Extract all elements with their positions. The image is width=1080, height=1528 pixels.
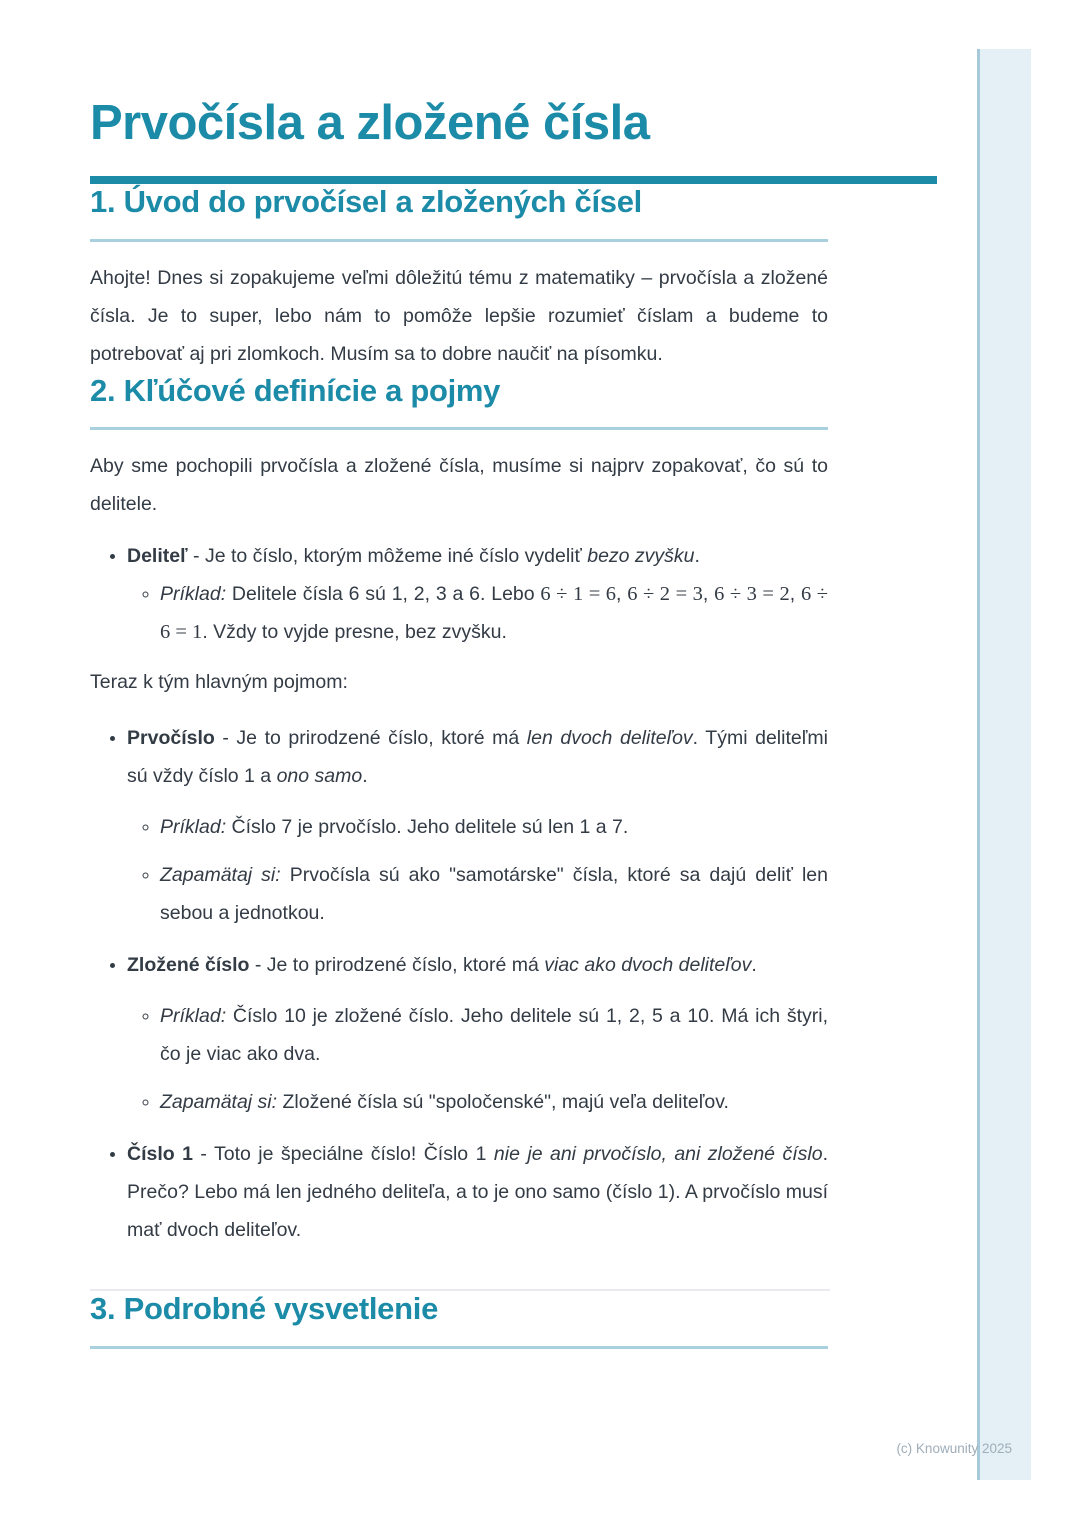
- text-segment: Ahojte! Dnes si zopakujeme veľmi dôležitú tému z matematiky – prvočísla a zložené čísla. Je to super, lebo nám to pomôže lepšie rozumieť číslam a budeme to potrebovať aj pri zlomkoch. Musím sa to dobre naučiť na písomku.: [90, 266, 828, 365]
- text-segment: Príklad:: [160, 583, 227, 606]
- text-segment: Číslo 1: [127, 1143, 193, 1166]
- section-heading-2: 2. Kľúčové definície a pojmy: [90, 372, 501, 408]
- text-segment: ono samo: [276, 765, 363, 788]
- list-item: [127, 946, 828, 1121]
- text-segment: 6 ÷ 3 = 2: [714, 583, 790, 606]
- text-segment: .: [694, 545, 700, 568]
- text-segment: Zložené číslo: [127, 954, 250, 977]
- text-segment: ,: [789, 583, 801, 606]
- sub-list-item: [160, 856, 828, 932]
- text-segment: . Prečo? Lebo má len jedného deliteľa, a to je ono samo (číslo 1). A prvočíslo musí mať dvoch deliteľov.: [127, 1143, 828, 1242]
- text-segment: Prvočísla sú ako "samotárske" čísla, ktoré sa dajú deliť len sebou a jednotkou.: [160, 864, 828, 925]
- text-segment: Príklad:: [160, 816, 227, 839]
- text-segment: bezo zvyšku: [587, 545, 695, 568]
- section-underline-1: [90, 239, 828, 242]
- document-content: [90, 0, 828, 1349]
- text-segment: .: [751, 954, 757, 977]
- text-segment: ,: [702, 583, 715, 606]
- text-segment: viac ako dvoch deliteľov: [544, 954, 752, 977]
- definitions-intro-paragraph: [90, 447, 828, 523]
- text-segment: - Toto je špeciálne číslo! Číslo 1: [192, 1143, 494, 1166]
- text-segment: Zapamätaj si:: [160, 1091, 278, 1114]
- text-segment: 6 ÷ 2 = 3: [627, 583, 703, 606]
- section-underline-2: [90, 427, 828, 430]
- sub-list: [127, 575, 828, 651]
- text-segment: Zložené čísla sú "spoločenské", majú veľa deliteľov.: [277, 1091, 729, 1114]
- list-item: [127, 537, 828, 651]
- title-rule: [90, 176, 937, 184]
- sub-list: [127, 808, 828, 932]
- intro-paragraph: [90, 259, 828, 373]
- text-segment: Aby sme pochopili prvočísla a zložené čísla, musíme si najprv zopakovať, čo sú to delitele.: [90, 455, 828, 516]
- sub-list: [127, 997, 828, 1121]
- text-segment: len dvoch deliteľov: [526, 727, 693, 750]
- text-segment: - Je to prirodzené číslo, ktoré má: [249, 954, 545, 977]
- text-segment: 6 ÷ 6 = 1: [160, 583, 829, 644]
- list-item: [127, 1135, 828, 1249]
- list-item: [127, 719, 828, 932]
- text-segment: Číslo 7 je prvočíslo. Jeho delitele sú len 1 a 7.: [226, 816, 629, 839]
- text-segment: nie je ani prvočíslo, ani zložené číslo: [493, 1143, 823, 1166]
- terms-list: [90, 719, 828, 1249]
- page-edge-stripe: [977, 49, 1031, 1480]
- text-segment: Číslo 10 je zložené číslo. Jeho delitele sú 1, 2, 5 a 10. Má ich štyri, čo je viac ako dva.: [160, 1005, 828, 1066]
- transition-paragraph: [90, 663, 828, 701]
- copyright-notice: (c) Knowunity 2025: [896, 1441, 1012, 1456]
- section-heading-3: 3. Podrobné vysvetlenie: [90, 1291, 439, 1327]
- text-segment: Prvočíslo: [127, 727, 215, 750]
- document-title: Prvočísla a zložené čísla: [90, 96, 650, 150]
- sub-list-item: [160, 808, 828, 846]
- text-segment: - Je to číslo, ktorým môžeme iné číslo vydeliť: [187, 545, 588, 568]
- text-segment: Delitele čísla 6 sú 1, 2, 3 a 6. Lebo: [226, 583, 541, 606]
- text-segment: . Tými deliteľmi sú vždy číslo 1 a: [127, 727, 828, 788]
- sub-list-item: [160, 997, 828, 1073]
- text-segment: - Je to prirodzené číslo, ktoré má: [214, 727, 527, 750]
- text-segment: .: [362, 765, 368, 788]
- section-underline-3: [90, 1346, 828, 1349]
- text-segment: Príklad:: [160, 1005, 227, 1028]
- divisor-list: [90, 537, 828, 651]
- sub-list-item: [160, 1083, 828, 1121]
- sub-list-item: [160, 575, 828, 651]
- section-heading-1: 1. Úvod do prvočísel a zložených čísel: [90, 183, 642, 219]
- text-segment: ,: [616, 583, 628, 606]
- text-segment: Deliteľ: [127, 545, 188, 568]
- text-segment: Zapamätaj si:: [160, 864, 281, 887]
- text-segment: Teraz k tým hlavným pojmom:: [90, 671, 348, 694]
- text-segment: . Vždy to vyjde presne, bez zvyšku.: [202, 621, 507, 644]
- text-segment: 6 ÷ 1 = 6: [540, 583, 617, 606]
